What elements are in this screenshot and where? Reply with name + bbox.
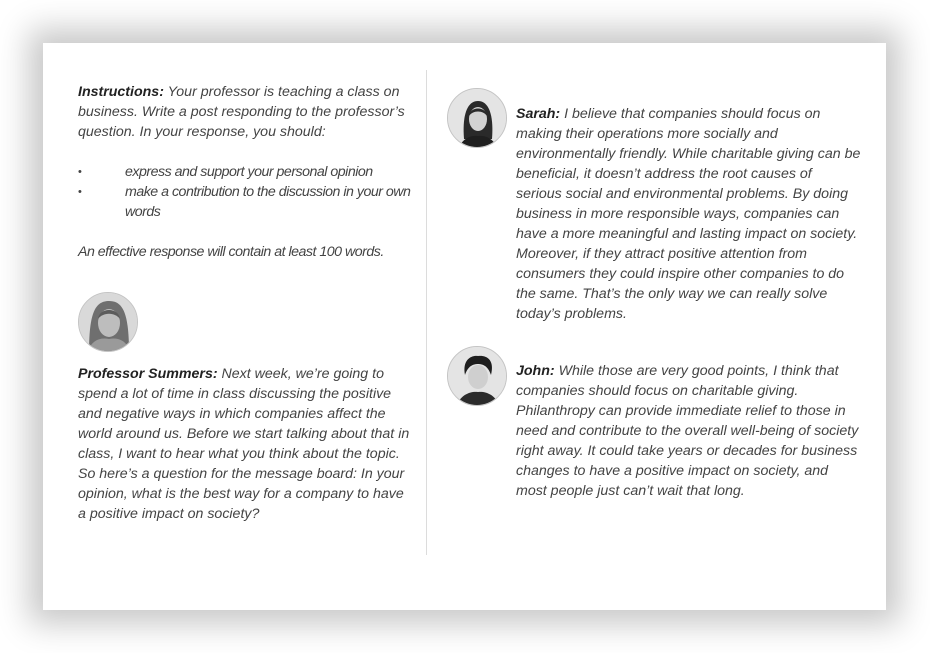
professor-post (78, 364, 413, 524)
john-post-body: While those are very good points, I think that companies should focus on charitable giving. Philanthropy can provide immediate relief to those in need and contribute to the overall well-being of society right away. It could take years or decades for business changes to have a positive impact on society, and most people just can’t wait that long. (516, 363, 859, 499)
john-avatar-icon (447, 346, 507, 406)
instructions-text (78, 82, 418, 142)
bullet-icon: • (78, 186, 82, 198)
professor-post-body: Next week, we’re going to spend a lot of time in class discussing the positive and negative ways in which companies affect the world around us. Before we start talking about that in class, I want to hear what you think about the topic. So here’s a question for the message board: In your opinion, what is the best way for a company to have a positive impact on society? (78, 366, 410, 522)
bullet-icon: • (78, 166, 82, 178)
bullet-item (78, 182, 418, 222)
john-post (516, 361, 861, 501)
sarah-post (516, 104, 861, 324)
sarah-post-body: I believe that companies should focus on making their operations more socially and environmentally friendly. While charitable giving can be beneficial, it doesn’t address the root causes of serious social and environmental problems. By doing business in more responsible ways, companies can have a more meaningful and lasting impact on society. Moreover, if they attract positive attention from consumers they could inspire other companies to do the same. That’s the only way we can really solve today’s problems. (516, 106, 861, 322)
column-divider (426, 70, 427, 555)
bullet-text: make a contribution to the discussion in your own words (125, 184, 411, 220)
bullet-text: express and support your personal opinion (125, 164, 373, 180)
instructions-label: Instructions: (78, 84, 164, 100)
professor-avatar-icon (78, 292, 138, 352)
instructions-bullet-list (78, 162, 418, 222)
instructions-body: Your professor is teaching a class on business. Write a post responding to the professor’s question. In your response, you should: (78, 84, 405, 140)
sarah-name: Sarah: (516, 106, 561, 122)
sarah-avatar-icon (447, 88, 507, 148)
professor-name: Professor Summers: (78, 366, 218, 382)
word-count-note: An effective response will contain at least 100 words. (78, 244, 384, 260)
bullet-item (78, 162, 418, 182)
john-name: John: (516, 363, 555, 379)
